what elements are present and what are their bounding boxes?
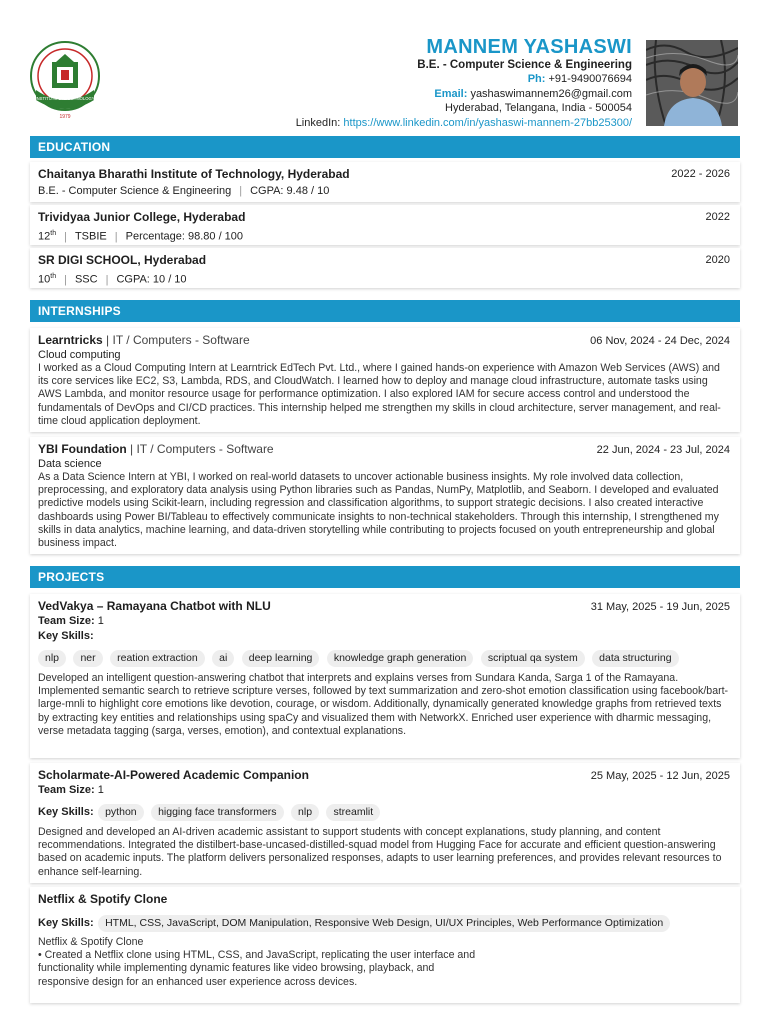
education-title: Trividyaa Junior College, Hyderabad xyxy=(38,210,246,224)
key-skills-label: Key Skills: xyxy=(38,806,94,818)
education-level-suffix: th xyxy=(50,273,57,280)
key-skills-line xyxy=(38,802,732,821)
project-item xyxy=(30,763,740,883)
team-size-value: 1 xyxy=(97,784,104,796)
team-size-line xyxy=(38,783,732,798)
project-date: 31 May, 2025 - 19 Jun, 2025 xyxy=(590,601,730,613)
education-date: 2022 xyxy=(705,211,730,223)
key-skills-label: Key Skills: xyxy=(38,917,94,929)
internship-date: 22 Jun, 2024 - 23 Jul, 2024 xyxy=(596,444,730,456)
svg-text:1979: 1979 xyxy=(59,114,71,120)
project-title: VedVakya – Ramayana Chatbot with NLU xyxy=(38,599,271,613)
project-description: Designed and developed an AI-driven academic assistant to support students with concept explanations, study planning, and content recommendations. Integrated the distilbert-base-uncased-distilled-squad model from Hugging Face for accurate and efficient question-answering based on academic inputs. The platform delivers personalized responses, adapts to user learning preferences, and provides relevant resources to enhance self-learning. xyxy=(38,826,722,878)
profile-photo xyxy=(646,40,738,126)
skill-chip: deep learning xyxy=(242,650,320,667)
svg-text:INSTITUTE OF TECHNOLOGY: INSTITUTE OF TECHNOLOGY xyxy=(35,96,95,101)
candidate-name: MANNEM YASHASWI xyxy=(426,36,632,58)
internship-item xyxy=(30,437,740,554)
projects-heading: PROJECTS xyxy=(30,566,740,588)
skill-chip: ai xyxy=(212,650,234,667)
project-item xyxy=(30,594,740,758)
education-level: 12 xyxy=(38,230,51,243)
phone-line xyxy=(212,72,632,87)
skill-chips xyxy=(38,648,732,667)
skill-chip: scriptual qa system xyxy=(481,650,585,667)
skill-chip: reation extraction xyxy=(110,650,205,667)
skill-chip: streamlit xyxy=(326,804,380,821)
project-date: 25 May, 2025 - 12 Jun, 2025 xyxy=(590,770,730,782)
project-description-line: functionality while implementing dynamic features like video browsing, playback, and xyxy=(38,962,435,975)
team-size-value: 1 xyxy=(97,615,104,627)
education-details: B.E. - Computer Science & Engineering | CGPA: 9.48 / 10 xyxy=(38,185,330,197)
project-item xyxy=(30,887,740,1003)
skill-chip: python xyxy=(98,804,144,821)
college-logo xyxy=(28,40,102,124)
project-description: Developed an intelligent question-answering chatbot that interprets and explains verses from Sundara Kanda, Sarga 1 of the Ramayana. Implemented semantic search to retrieve scripture verses, followed by text summarization and zero-shot emotion classification using facebook/bart-large-mnli to highlight core emotions like devotion, courage, or wisdom. Additionally, dynamically generated knowledge graphs from retrieved texts by extracting key entities and relationships using spaCy and visualized them with NetworkX. Enriched user experience with dharmic messaging, verse metadata tagging (sarga, verses, emotion), and contextual explanations. xyxy=(38,672,729,737)
education-item xyxy=(30,248,740,288)
internship-category: | IT / Computers - Software xyxy=(106,333,250,347)
skill-chip: nlp xyxy=(291,804,319,821)
education-score: Percentage: 98.80 / 100 xyxy=(125,230,244,243)
education-level: 10 xyxy=(38,273,51,286)
email-link[interactable]: yashaswimannem26@gmail.com xyxy=(470,87,632,100)
project-description-line: • Created a Netflix clone using HTML, CSS, and JavaScript, replicating the user interface and xyxy=(38,949,476,962)
education-item xyxy=(30,205,740,245)
skill-chip: higging face transformers xyxy=(151,804,283,821)
linkedin-link[interactable]: https://www.linkedin.com/in/yashaswi-mannem-27bb25300/ xyxy=(343,116,632,129)
education-board: TSBIE xyxy=(74,230,107,243)
education-date: 2022 - 2026 xyxy=(671,168,730,180)
education-score: CGPA: 10 / 10 xyxy=(116,273,187,286)
email-label: Email: xyxy=(434,87,468,100)
internship-date: 06 Nov, 2024 - 24 Dec, 2024 xyxy=(590,335,730,347)
team-size-label: Team Size: xyxy=(38,615,95,627)
skill-chip: ner xyxy=(73,650,102,667)
education-date: 2020 xyxy=(705,254,730,266)
education-details: 10th | SSC | CGPA: 10 / 10 xyxy=(38,273,187,286)
internship-company: Learntricks xyxy=(38,333,103,347)
skill-chip: nlp xyxy=(38,650,66,667)
skill-chip: knowledge graph generation xyxy=(327,650,474,667)
skill-chip: HTML, CSS, JavaScript, DOM Manipulation, Responsive Web Design, UI/UX Principles, Web Performance Optimization xyxy=(98,915,670,932)
education-details: 12th | TSBIE | Percentage: 98.80 / 100 xyxy=(38,230,244,243)
education-title: SR DIGI SCHOOL, Hyderabad xyxy=(38,253,207,267)
linkedin-line xyxy=(212,116,632,131)
team-size-line xyxy=(38,614,732,629)
project-subtitle: Netflix & Spotify Clone xyxy=(38,936,144,948)
project-title: Netflix & Spotify Clone xyxy=(38,892,168,906)
internship-item xyxy=(30,328,740,432)
education-heading: EDUCATION xyxy=(30,136,740,158)
team-size-label: Team Size: xyxy=(38,784,95,796)
project-description-line: responsive design for an enhanced user experience across devices. xyxy=(38,975,358,988)
internship-company: YBI Foundation xyxy=(38,442,127,456)
skill-chip: data structuring xyxy=(592,650,678,667)
internship-description: I worked as a Cloud Computing Intern at Learntrick EdTech Pvt. Ltd., where I gained hands-on experience with Amazon Web Services (AWS) and its core services like EC2, S3, Lambda, RDS, and CloudWatch. I learned how to deploy and manage cloud infrastructure, automate tasks using AWS Lambda, and monitor resource usage for performance optimization. I also explored IAM for secure access control and understood the fundamentals of DevOps and CI/CD practices. This internship helped me strengthen my skills in cloud architecture, server management, and real-time cloud application deployment. xyxy=(38,362,721,427)
internship-description: As a Data Science Intern at YBI, I worked on real-world datasets to uncover actionable business insights. My role involved data collection, preprocessing, and exploratory data analysis using Python libraries such as Pandas, NumPy, Matplotlib, and Seaborn. I developed and evaluated predictive models using Scikit-learn, including regression and classification algorithms, to support strategic decisions. I also created interactive dashboards using Power BI/Tableau to effectively communicate insights to non-technical stakeholders. Through this internship, I strengthened my skills in data analytics, machine learning, and data-driven storytelling while contributing to projects focused on youth entrepreneurship and global business impact. xyxy=(38,471,719,550)
education-board: SSC xyxy=(74,273,98,286)
key-skills-line xyxy=(38,913,732,932)
project-title: Scholarmate-AI-Powered Academic Companion xyxy=(38,768,309,782)
phone-label: Ph: xyxy=(527,73,546,85)
key-skills-label: Key Skills: xyxy=(38,630,94,642)
internship-role: Data science xyxy=(38,458,102,470)
education-program: B.E. - Computer Science & Engineering xyxy=(38,185,232,197)
address-line: Hyderabad, Telangana, India - 500054 xyxy=(445,102,632,114)
header-contact xyxy=(212,36,632,130)
phone-value: +91-9490076694 xyxy=(548,73,632,85)
internship-category: | IT / Computers - Software xyxy=(130,442,274,456)
education-title: Chaitanya Bharathi Institute of Technology, Hyderabad xyxy=(38,167,350,181)
candidate-degree: B.E. - Computer Science & Engineering xyxy=(417,59,632,71)
email-line xyxy=(212,87,632,102)
internships-heading: INTERNSHIPS xyxy=(30,300,740,322)
education-level-suffix: th xyxy=(50,230,57,237)
internship-role: Cloud computing xyxy=(38,349,121,361)
education-score: CGPA: 9.48 / 10 xyxy=(250,185,330,197)
linkedin-label: LinkedIn: xyxy=(295,116,341,129)
education-item xyxy=(30,162,740,202)
